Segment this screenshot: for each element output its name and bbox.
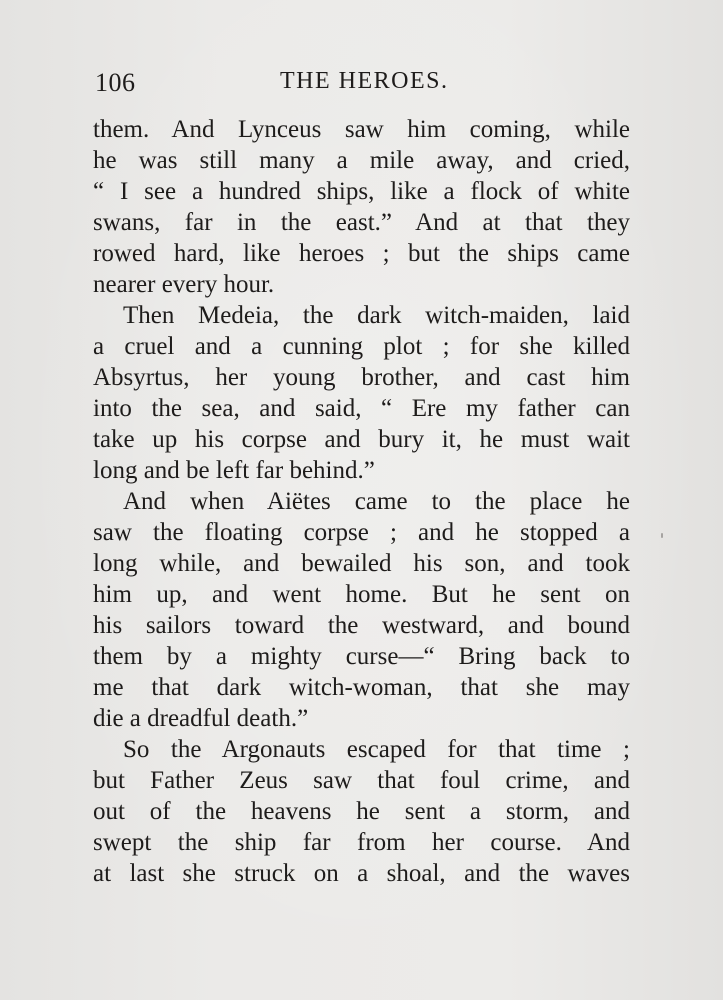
text-line: he was still many a mile away, and cried, [93, 147, 630, 174]
text-line: rowed hard, like heroes ; but the ships came [93, 240, 630, 267]
text-line: Absyrtus, her young brother, and cast him [93, 364, 630, 391]
body-text [93, 114, 630, 889]
text-line: at last she struck on a shoal, and the waves [93, 860, 630, 887]
text-line: into the sea, and said, “ Ere my father can [93, 395, 630, 422]
text-line: Then Medeia, the dark witch-maiden, laid [123, 302, 630, 329]
text-line: die a dreadful death.” [93, 705, 309, 732]
text-line: them by a mighty curse—“ Bring back to [93, 643, 630, 670]
text-line: So the Argonauts escaped for that time ; [123, 736, 630, 763]
text-line: out of the heavens he sent a storm, and [93, 798, 630, 825]
text-line: And when Aiëtes came to the place he [123, 488, 630, 515]
text-line: but Father Zeus saw that foul crime, and [93, 767, 630, 794]
text-line: him up, and went home. But he sent on [93, 581, 630, 608]
text-line: nearer every hour. [93, 271, 275, 298]
text-line: me that dark witch-woman, that she may [93, 674, 630, 701]
page-number: 106 [95, 68, 136, 97]
text-line: take up his corpse and bury it, he must wait [93, 426, 630, 453]
text-line: swept the ship far from her course. And [93, 829, 630, 856]
text-line: “ I see a hundred ships, like a flock of white [93, 178, 630, 205]
text-line: a cruel and a cunning plot ; for she killed [93, 333, 630, 360]
running-title: THE HEROES. [280, 68, 449, 94]
text-line: swans, far in the east.” And at that they [93, 209, 630, 236]
page-header [95, 68, 630, 102]
paper-speck [661, 533, 663, 538]
text-line: his sailors toward the westward, and bound [93, 612, 630, 639]
text-line: long and be left far behind.” [93, 457, 375, 484]
text-line: saw the floating corpse ; and he stopped a [93, 519, 630, 546]
text-line: long while, and bewailed his son, and took [93, 550, 630, 577]
text-line: them. And Lynceus saw him coming, while [93, 116, 630, 143]
